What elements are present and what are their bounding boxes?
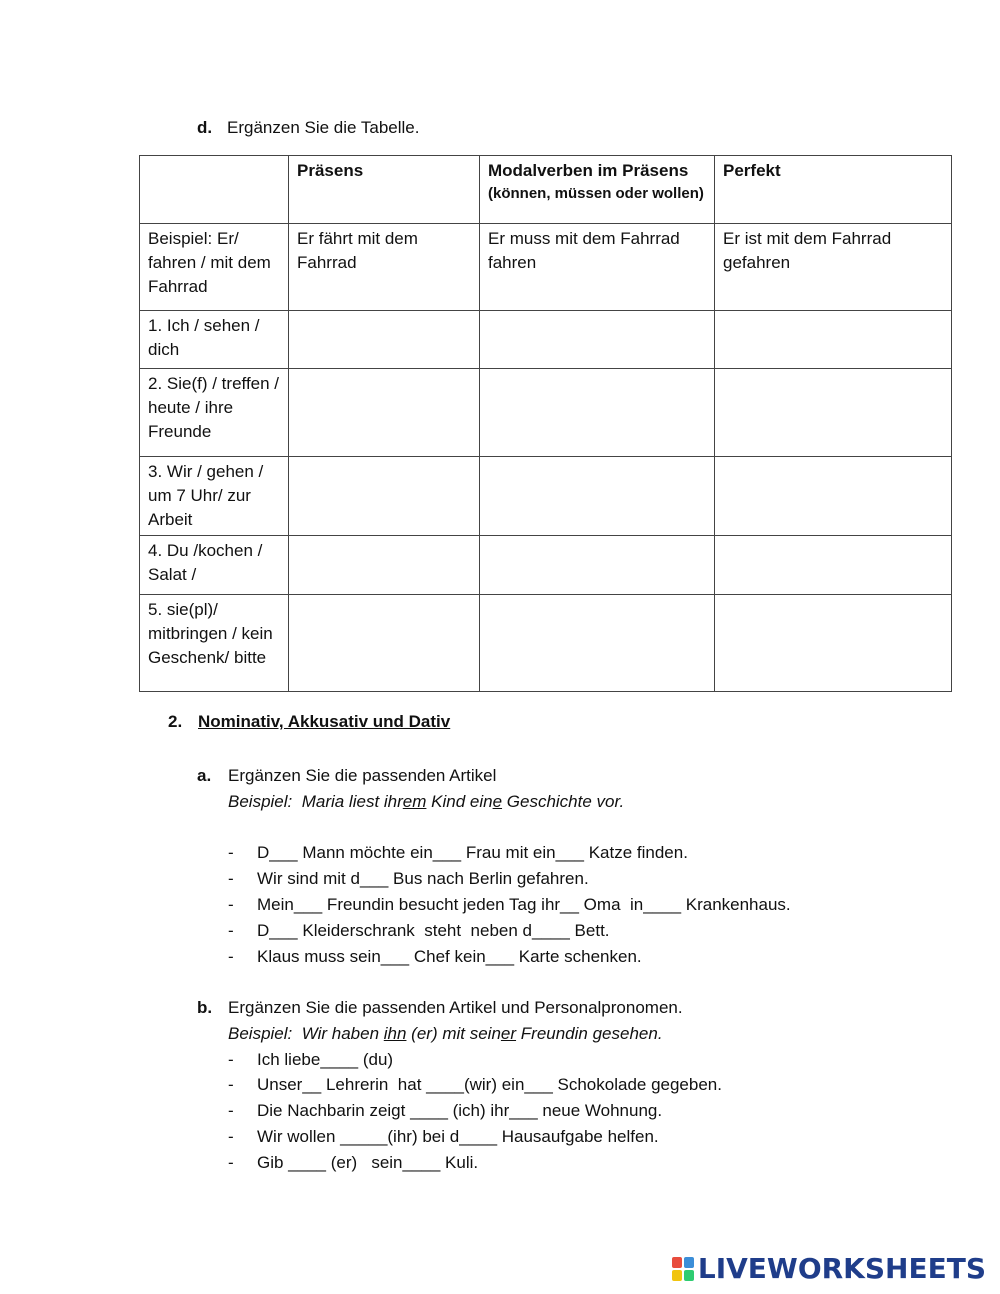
list-item [228,918,791,944]
task-d-text: Ergänzen Sie die Tabelle. [227,118,420,137]
cell-praesens[interactable] [289,369,480,457]
list-item [228,1098,722,1124]
example-text: Kind ein [426,791,493,811]
list-item [228,1072,722,1098]
dash-marker: - [228,1152,234,1172]
list-item [228,840,791,866]
example-text: Geschichte vor. [502,791,625,811]
cell-praesens[interactable] [289,595,480,692]
cell-modal[interactable] [480,536,715,595]
cell-modal: Er muss mit dem Fahrrad fahren [480,224,715,311]
dash-marker: - [228,1126,234,1146]
item-text: Wir wollen _____(ihr) bei d____ Hausaufgabe helfen. [257,1126,659,1146]
item-text: D___ Kleiderschrank steht neben d____ Bett. [257,920,610,940]
header-praesens: Präsens [289,156,480,224]
dash-marker: - [228,869,234,889]
dash-marker: - [228,1075,234,1095]
table-row [140,457,952,536]
dash-marker: - [228,1049,234,1069]
cell-perfekt[interactable] [715,536,952,595]
dash-marker: - [228,894,234,914]
cell-praesens[interactable] [289,457,480,536]
task-a [197,763,791,969]
liveworksheets-logo [672,1252,986,1285]
header-modal [480,156,715,224]
list-item [228,1047,722,1073]
cell-modal[interactable] [480,311,715,369]
logo-block [672,1257,682,1268]
dash-marker: - [228,843,234,863]
example-text: Beispiel: Maria liest ihr [228,791,403,811]
task-b-list [228,1047,722,1176]
dash-marker: - [228,1101,234,1121]
table-row [140,536,952,595]
cell-praesens[interactable] [289,536,480,595]
task-b-marker: b. [197,998,213,1017]
liveworksheets-logo-text: LIVEWORKSHEETS [697,1252,986,1285]
example-underline: e [492,791,503,811]
item-text: Unser__ Lehrerin hat ____(wir) ein___ Schokolade gegeben. [257,1075,722,1095]
item-text: Wir sind mit d___ Bus nach Berlin gefahren. [257,869,589,889]
table-row [140,595,952,692]
list-item [228,892,791,918]
table-row [140,369,952,457]
table-row [140,311,952,369]
example-underline: er [500,1023,517,1043]
item-text: D___ Mann möchte ein___ Frau mit ein___ Katze finden. [257,843,688,863]
cell-perfekt[interactable] [715,369,952,457]
list-item [228,866,791,892]
example-text: Freundin gesehen. [516,1023,663,1043]
list-item [228,944,791,970]
cell-perfekt[interactable] [715,311,952,369]
cell-modal[interactable] [480,457,715,536]
task-b [197,995,722,1176]
item-text: Gib ____ (er) sein____ Kuli. [257,1152,479,1172]
example-text: (er) mit sein [406,1023,501,1043]
cell-modal[interactable] [480,595,715,692]
example-underline: ihn [383,1023,407,1043]
task-d-heading [197,118,420,138]
task-b-instruction: Ergänzen Sie die passenden Artikel und Personalpronomen. [228,998,683,1017]
dash-marker: - [228,946,234,966]
list-item [228,1124,722,1150]
row-prompt: Beispiel: Er/ fahren / mit dem Fahrrad [140,224,289,311]
header-modal-title: Modalverben im Präsens [488,161,689,180]
liveworksheets-logo-icon [672,1257,694,1281]
example-text: Beispiel: Wir haben [228,1023,384,1043]
item-text: Klaus muss sein___ Chef kein___ Karte schenken. [257,946,642,966]
header-modal-sub: (können, müssen oder wollen) [488,185,704,202]
cell-perfekt[interactable] [715,595,952,692]
example-underline: em [402,791,427,811]
cell-modal[interactable] [480,369,715,457]
task-d-marker: d. [197,118,213,137]
header-perfekt: Perfekt [715,156,952,224]
task-a-heading [197,763,791,789]
header-empty [140,156,289,224]
task-a-list [228,840,791,969]
task-a-marker: a. [197,766,212,785]
task-b-example [228,1021,722,1047]
section-2-number: 2. [168,712,183,731]
section-2-heading [168,712,450,732]
cell-perfekt: Er ist mit dem Fahrrad gefahren [715,224,952,311]
task-a-instruction: Ergänzen Sie die passenden Artikel [228,766,497,785]
task-b-heading [197,995,722,1021]
table-header-row [140,156,952,224]
cell-praesens: Er fährt mit dem Fahrrad [289,224,480,311]
item-text: Mein___ Freundin besucht jeden Tag ihr__ Oma in____ Krankenhaus. [257,894,791,914]
item-text: Ich liebe____ (du) [257,1049,394,1069]
logo-block [684,1257,694,1268]
list-item [228,1150,722,1176]
cell-praesens[interactable] [289,311,480,369]
table-row [140,224,952,311]
row-prompt: 3. Wir / gehen / um 7 Uhr/ zur Arbeit [140,457,289,536]
row-prompt: 4. Du /kochen / Salat / [140,536,289,595]
section-2-title: Nominativ, Akkusativ und Dativ [198,712,451,731]
row-prompt: 1. Ich / sehen / dich [140,311,289,369]
item-text: Die Nachbarin zeigt ____ (ich) ihr___ neue Wohnung. [257,1101,663,1121]
dash-marker: - [228,920,234,940]
verb-table [139,155,952,692]
task-a-example [228,789,791,815]
cell-perfekt[interactable] [715,457,952,536]
logo-block [672,1270,682,1281]
row-prompt: 2. Sie(f) / treffen / heute / ihre Freunde [140,369,289,457]
row-prompt: 5. sie(pl)/ mitbringen / kein Geschenk/ bitte [140,595,289,692]
logo-block [684,1270,694,1281]
